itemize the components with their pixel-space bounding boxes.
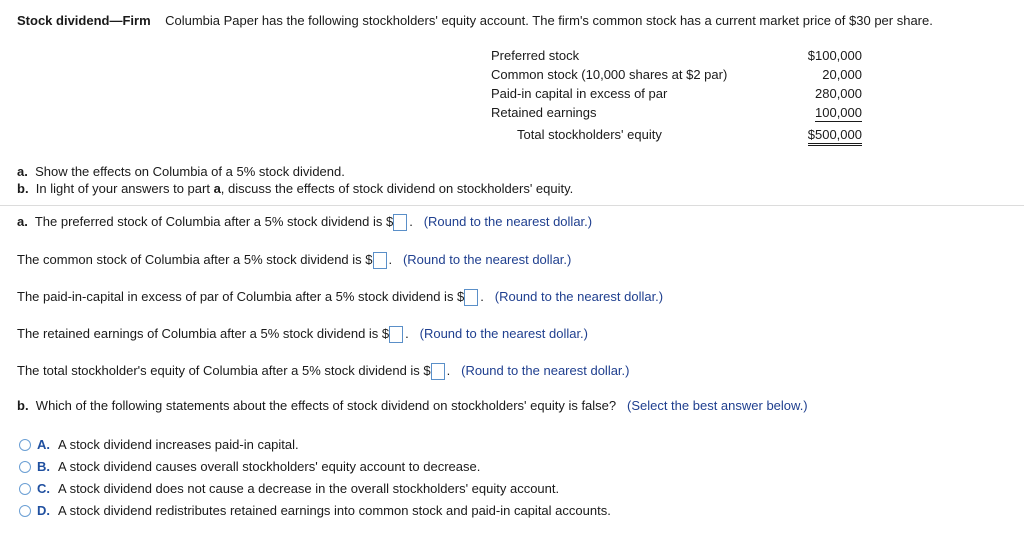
equity-row-label: Common stock (10,000 shares at $2 par) (491, 67, 728, 82)
question-part-b (17, 398, 808, 413)
option-text: A stock dividend increases paid-in capital. (58, 437, 299, 452)
equity-row-label: Retained earnings (491, 105, 597, 120)
retained-earnings-answer-input[interactable] (389, 326, 403, 343)
question-common-stock (17, 252, 571, 269)
round-hint: (Round to the nearest dollar.) (423, 214, 593, 229)
question-text: The common stock of Columbia after a 5% stock dividend is $ (17, 252, 373, 267)
paid-in-capital-answer-input[interactable] (464, 289, 478, 306)
problem-header (17, 13, 933, 28)
question-paid-in-capital (17, 289, 663, 306)
equity-row-value: 280,000 (815, 86, 862, 101)
period: . (388, 252, 393, 267)
period: . (446, 363, 451, 378)
equity-row-value: $100,000 (807, 48, 862, 63)
period: . (405, 326, 409, 341)
task-b-bold: a (213, 181, 221, 196)
round-hint: (Round to the nearest dollar.) (402, 252, 572, 267)
question-text: The paid-in-capital in excess of par of Columbia after a 5% stock dividend is $ (17, 289, 465, 304)
option-d[interactable] (19, 503, 611, 518)
period: . (480, 289, 484, 304)
problem-statement: Columbia Paper has the following stockholders' equity account. The firm's common stock has a current market price of $30 per share. (165, 13, 933, 28)
common-stock-answer-input[interactable] (373, 252, 387, 269)
question-preferred-stock (17, 214, 592, 231)
question-retained-earnings (17, 326, 588, 343)
section-divider (0, 205, 1024, 206)
question-text: The retained earnings of Columbia after a 5% stock dividend is $ (17, 326, 390, 341)
problem-title: Stock dividend—Firm (17, 13, 151, 28)
option-text: A stock dividend does not cause a decrease in the overall stockholders' equity account. (58, 481, 560, 496)
preferred-stock-answer-input[interactable] (393, 214, 407, 231)
radio-button[interactable] (19, 483, 31, 495)
equity-row-label: Paid-in capital in excess of par (491, 86, 668, 101)
option-text: A stock dividend redistributes retained earnings into common stock and paid-in capital accounts. (58, 503, 611, 518)
select-hint: (Select the best answer below.) (626, 398, 808, 413)
period: . (409, 214, 413, 229)
question-prefix: a. (17, 214, 28, 229)
radio-button[interactable] (19, 461, 31, 473)
task-a-text: Show the effects on Columbia of a 5% stock dividend. (35, 164, 345, 179)
equity-row-value: 100,000 (815, 105, 862, 120)
option-letter: A. (37, 437, 50, 452)
round-hint: (Round to the nearest dollar.) (494, 289, 664, 304)
option-letter: D. (37, 503, 50, 518)
question-text: Which of the following statements about the effects of stock dividend on stockholders' equity is false? (35, 398, 617, 413)
equity-total-label: Total stockholders' equity (517, 127, 662, 142)
question-text: The preferred stock of Columbia after a 5% stock dividend is $ (34, 214, 394, 229)
option-a[interactable] (19, 437, 299, 452)
equity-total-value: $500,000 (808, 127, 862, 146)
radio-button[interactable] (19, 505, 31, 517)
equity-row-label: Preferred stock (491, 48, 580, 63)
task-b-text: In light of your answers to part (35, 181, 214, 196)
option-c[interactable] (19, 481, 559, 496)
task-a-prefix: a. (17, 164, 28, 179)
option-text: A stock dividend causes overall stockholders' equity account to decrease. (58, 459, 481, 474)
task-b-prefix: b. (17, 181, 29, 196)
equity-row-value: 20,000 (822, 67, 862, 82)
task-a (17, 164, 345, 179)
round-hint: (Round to the nearest dollar.) (419, 326, 589, 341)
radio-button[interactable] (19, 439, 31, 451)
question-prefix: b. (17, 398, 29, 413)
question-total-equity (17, 363, 630, 380)
option-letter: C. (37, 481, 50, 496)
task-b-text-end: , discuss the effects of stock dividend on stockholders' equity. (220, 181, 574, 196)
round-hint: (Round to the nearest dollar.) (461, 363, 630, 378)
question-text: The total stockholder's equity of Columbia after a 5% stock dividend is $ (17, 363, 431, 378)
total-equity-answer-input[interactable] (431, 363, 445, 380)
task-b (17, 181, 573, 196)
option-letter: B. (37, 459, 50, 474)
option-b[interactable] (19, 459, 480, 474)
